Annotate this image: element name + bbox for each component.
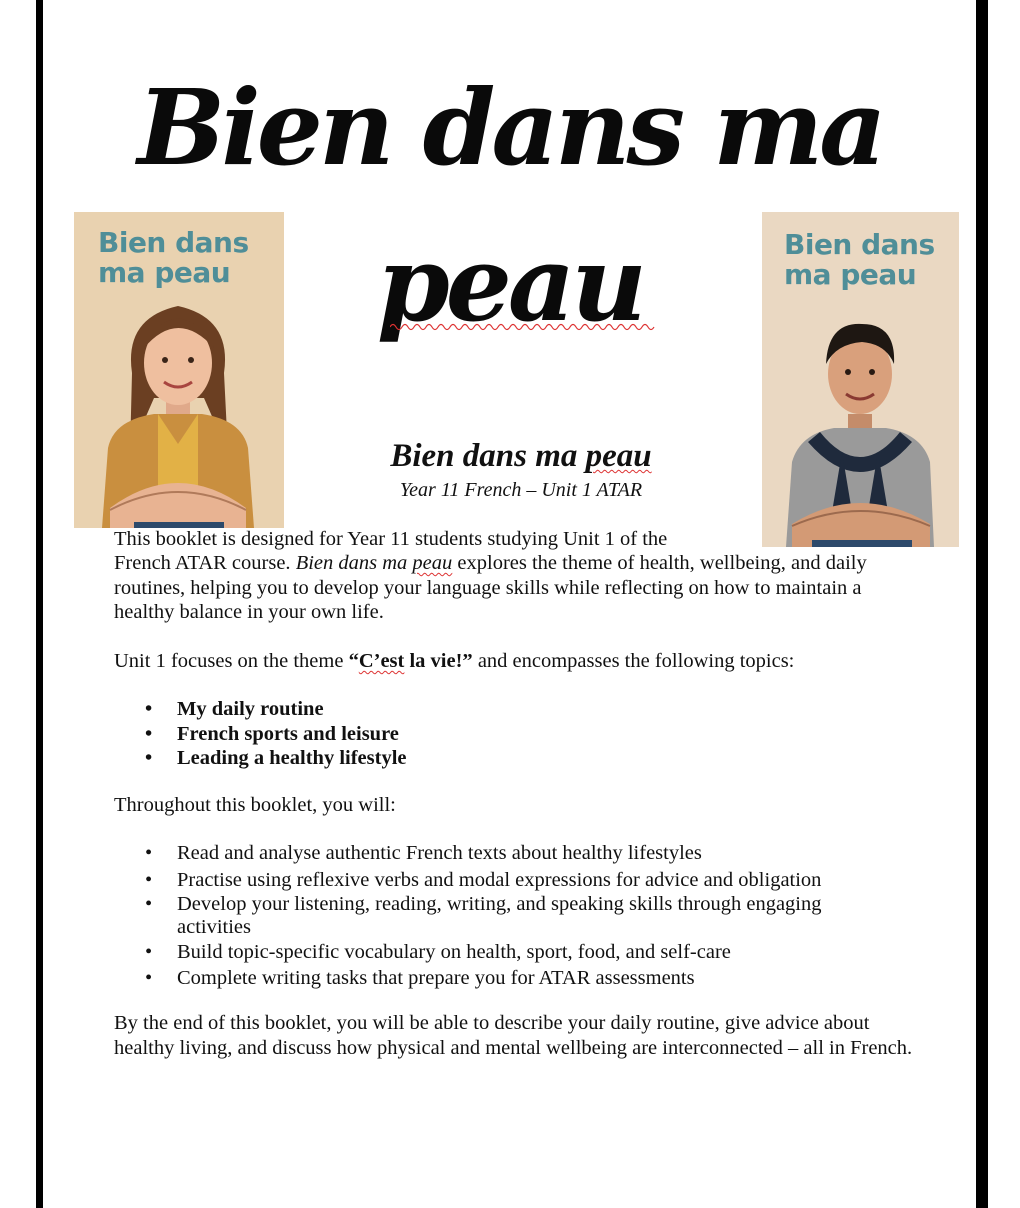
focus-text-before: Unit 1 focuses on the theme (114, 650, 349, 672)
photo-caption-line-2: ma peau (784, 258, 917, 291)
closing-paragraph: By the end of this booklet, you will be able to describe your daily routine, give advice about healthy living, and discuss how physical and mental wellbeing are interconnected – all in French. (114, 1012, 913, 1059)
intro-line-1: This booklet is designed for Year 11 students studying Unit 1 of the (114, 528, 668, 550)
focus-theme-rest: la vie!” (404, 650, 473, 672)
focus-theme-quote: “ (348, 650, 359, 672)
list-item: • Read and analyse authentic French texts about healthy lifestyles (114, 841, 884, 866)
list-item: • My daily routine (114, 697, 884, 722)
page-border-right (976, 0, 988, 1208)
subtitle-text-flagged: peau (585, 438, 652, 474)
page-border-left (36, 0, 43, 1208)
list-item: • Leading a healthy lifestyle (114, 746, 884, 771)
course-label: Year 11 French – Unit 1 ATAR (399, 479, 643, 501)
photo-caption-line-2: ma peau (98, 256, 231, 289)
subtitle-text: Bien dans ma (390, 438, 586, 474)
intro-text-b: explores the theme of health, wellbeing, and daily routines, helping you to develop your language skills while reflecting on how to maintain a healthy balance in your own life. (114, 552, 867, 623)
cover-photo-boy (762, 212, 959, 547)
cover-photo-girl (74, 212, 284, 528)
topics-list (114, 697, 884, 771)
intro-text-a: French ATAR course. (114, 552, 296, 574)
focus-text-after: and encompasses the following topics: (472, 650, 795, 672)
intro-paragraph (114, 551, 914, 625)
boy-illustration (762, 292, 959, 547)
goals-list (114, 841, 884, 990)
focus-paragraph (114, 649, 794, 674)
focus-theme-flagged: C’est (358, 650, 405, 672)
document-subtitle (320, 436, 722, 476)
page-title-line-1: Bien dans ma (137, 66, 883, 189)
list-item: • French sports and leisure (114, 722, 884, 747)
list-item: • Build topic-specific vocabulary on health, sport, food, and self-care (114, 940, 884, 965)
intro-text-italic: Bien dans ma (295, 552, 413, 574)
photo-caption (784, 230, 935, 290)
page-title-line-2: peau (377, 222, 643, 345)
goals-lead: Throughout this booklet, you will: (114, 794, 396, 816)
girl-illustration (74, 278, 284, 528)
list-item: • Complete writing tasks that prepare you for ATAR assessments (114, 966, 884, 991)
list-item: • Practise using reflexive verbs and modal expressions for advice and obligation (114, 868, 884, 893)
photo-caption-line-1: Bien dans (784, 228, 935, 261)
intro-text-italic-flagged: peau (412, 552, 453, 574)
list-item: • Develop your listening, reading, writing, and speaking skills through engaging activities (114, 893, 884, 939)
photo-caption-line-1: Bien dans (98, 226, 249, 259)
spellcheck-squiggle-title (390, 322, 656, 332)
